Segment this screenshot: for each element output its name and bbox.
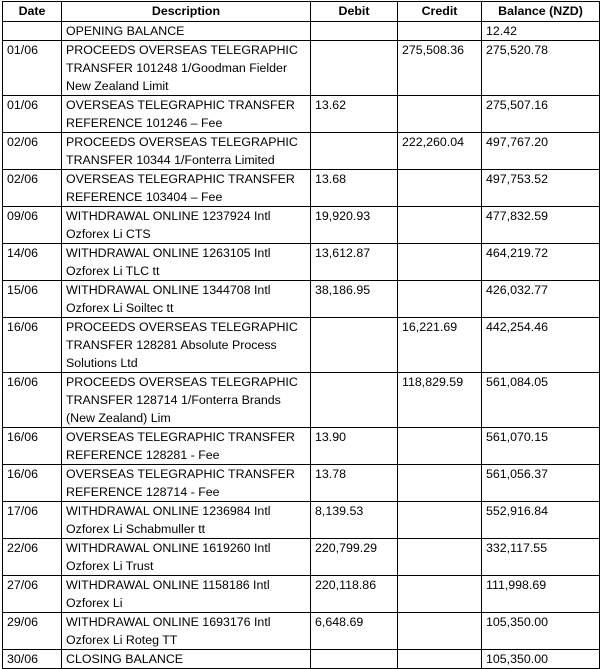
cell-description: WITHDRAWAL ONLINE 1619260 Intl Ozforex Li Trust — [62, 539, 311, 576]
cell-debit — [311, 133, 398, 170]
cell-date: 16/06 — [3, 465, 62, 502]
header-row — [3, 2, 600, 22]
cell-balance: 497,767.20 — [482, 133, 600, 170]
cell-description: OVERSEAS TELEGRAPHIC TRANSFER REFERENCE 103404 – Fee — [62, 170, 311, 207]
header-debit: Debit — [311, 2, 398, 22]
cell-description: PROCEEDS OVERSEAS TELEGRAPHIC TRANSFER 128714 1/Fonterra Brands (New Zealand) Lim — [62, 373, 311, 428]
cell-date: 27/06 — [3, 576, 62, 613]
cell-credit: 222,260.04 — [398, 133, 482, 170]
table-row — [3, 576, 600, 613]
cell-credit: 16,221.69 — [398, 318, 482, 373]
table-row — [3, 22, 600, 41]
cell-credit — [398, 502, 482, 539]
cell-date: 16/06 — [3, 373, 62, 428]
cell-description: PROCEEDS OVERSEAS TELEGRAPHIC TRANSFER 128281 Absolute Process Solutions Ltd — [62, 318, 311, 373]
cell-credit: 118,829.59 — [398, 373, 482, 428]
cell-credit — [398, 539, 482, 576]
cell-description: WITHDRAWAL ONLINE 1693176 Intl Ozforex Li Roteg TT — [62, 613, 311, 650]
cell-date — [3, 22, 62, 41]
cell-debit — [311, 41, 398, 96]
cell-credit — [398, 576, 482, 613]
cell-credit — [398, 244, 482, 281]
cell-balance: 442,254.46 — [482, 318, 600, 373]
table-row — [3, 465, 600, 502]
cell-date: 15/06 — [3, 281, 62, 318]
cell-balance: 105,350.00 — [482, 613, 600, 650]
cell-credit — [398, 613, 482, 650]
table-row — [3, 539, 600, 576]
cell-date: 02/06 — [3, 170, 62, 207]
cell-balance: 105,350.00 — [482, 650, 600, 669]
cell-balance: 561,070.15 — [482, 428, 600, 465]
table-row — [3, 613, 600, 650]
cell-date: 29/06 — [3, 613, 62, 650]
cell-date: 16/06 — [3, 318, 62, 373]
cell-debit: 13.90 — [311, 428, 398, 465]
cell-debit — [311, 373, 398, 428]
cell-balance: 426,032.77 — [482, 281, 600, 318]
cell-debit: 6,648.69 — [311, 613, 398, 650]
cell-description: OPENING BALANCE — [62, 22, 311, 41]
table-row — [3, 281, 600, 318]
cell-balance: 275,520.78 — [482, 41, 600, 96]
cell-description: WITHDRAWAL ONLINE 1263105 Intl Ozforex Li TLC tt — [62, 244, 311, 281]
cell-description: WITHDRAWAL ONLINE 1237924 Intl Ozforex Li CTS — [62, 207, 311, 244]
cell-date: 22/06 — [3, 539, 62, 576]
table-row — [3, 41, 600, 96]
cell-date: 16/06 — [3, 428, 62, 465]
cell-date: 02/06 — [3, 133, 62, 170]
cell-balance: 275,507.16 — [482, 96, 600, 133]
cell-description: WITHDRAWAL ONLINE 1236984 Intl Ozforex Li Schabmuller tt — [62, 502, 311, 539]
table-row — [3, 133, 600, 170]
cell-credit — [398, 22, 482, 41]
cell-credit — [398, 465, 482, 502]
cell-description: OVERSEAS TELEGRAPHIC TRANSFER REFERENCE 128281 - Fee — [62, 428, 311, 465]
table-row — [3, 502, 600, 539]
table-row — [3, 318, 600, 373]
header-date: Date — [3, 2, 62, 22]
cell-balance: 477,832.59 — [482, 207, 600, 244]
cell-description: OVERSEAS TELEGRAPHIC TRANSFER REFERENCE 101246 – Fee — [62, 96, 311, 133]
cell-balance: 561,056.37 — [482, 465, 600, 502]
cell-date: 01/06 — [3, 41, 62, 96]
cell-balance: 332,117.55 — [482, 539, 600, 576]
header-description: Description — [62, 2, 311, 22]
table-row — [3, 96, 600, 133]
header-credit: Credit — [398, 2, 482, 22]
cell-debit: 13.78 — [311, 465, 398, 502]
cell-debit — [311, 318, 398, 373]
cell-debit — [311, 22, 398, 41]
cell-debit — [311, 650, 398, 669]
cell-debit: 8,139.53 — [311, 502, 398, 539]
cell-debit: 19,920.93 — [311, 207, 398, 244]
table-row — [3, 373, 600, 428]
cell-description: PROCEEDS OVERSEAS TELEGRAPHIC TRANSFER 10344 1/Fonterra Limited — [62, 133, 311, 170]
table-row — [3, 244, 600, 281]
cell-debit: 13.62 — [311, 96, 398, 133]
header-balance: Balance (NZD) — [482, 2, 600, 22]
cell-balance: 497,753.52 — [482, 170, 600, 207]
cell-debit: 220,118.86 — [311, 576, 398, 613]
cell-credit — [398, 170, 482, 207]
cell-date: 09/06 — [3, 207, 62, 244]
cell-balance: 111,998.69 — [482, 576, 600, 613]
table-row — [3, 207, 600, 244]
cell-debit: 13,612.87 — [311, 244, 398, 281]
cell-date: 30/06 — [3, 650, 62, 669]
cell-date: 17/06 — [3, 502, 62, 539]
table-row — [3, 650, 600, 669]
table-row — [3, 428, 600, 465]
transaction-table — [2, 1, 600, 669]
cell-balance: 12.42 — [482, 22, 600, 41]
cell-debit: 13.68 — [311, 170, 398, 207]
table-body — [3, 22, 600, 669]
cell-debit: 38,186.95 — [311, 281, 398, 318]
cell-date: 14/06 — [3, 244, 62, 281]
cell-credit: 275,508.36 — [398, 41, 482, 96]
cell-description: CLOSING BALANCE — [62, 650, 311, 669]
cell-description: PROCEEDS OVERSEAS TELEGRAPHIC TRANSFER 101248 1/Goodman Fielder New Zealand Limit — [62, 41, 311, 96]
cell-date: 01/06 — [3, 96, 62, 133]
table-header — [3, 2, 600, 22]
cell-balance: 552,916.84 — [482, 502, 600, 539]
table-row — [3, 170, 600, 207]
cell-credit — [398, 650, 482, 669]
cell-description: WITHDRAWAL ONLINE 1344708 Intl Ozforex Li Soiltec tt — [62, 281, 311, 318]
cell-credit — [398, 281, 482, 318]
cell-debit: 220,799.29 — [311, 539, 398, 576]
cell-balance: 464,219.72 — [482, 244, 600, 281]
cell-balance: 561,084.05 — [482, 373, 600, 428]
cell-credit — [398, 428, 482, 465]
cell-credit — [398, 96, 482, 133]
cell-credit — [398, 207, 482, 244]
cell-description: OVERSEAS TELEGRAPHIC TRANSFER REFERENCE 128714 - Fee — [62, 465, 311, 502]
cell-description: WITHDRAWAL ONLINE 1158186 Intl Ozforex Li — [62, 576, 311, 613]
